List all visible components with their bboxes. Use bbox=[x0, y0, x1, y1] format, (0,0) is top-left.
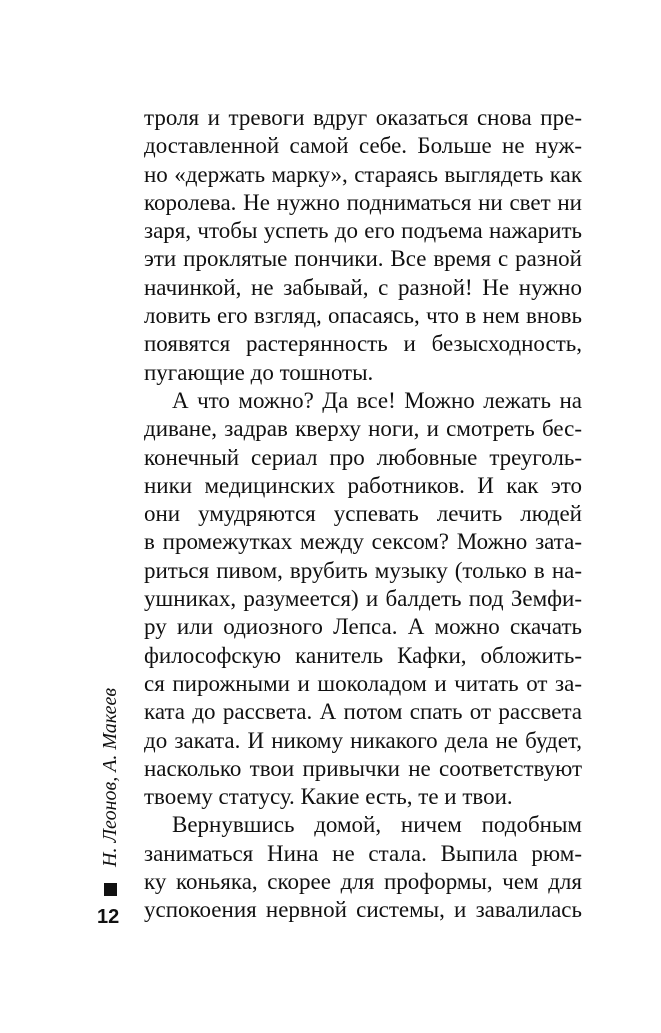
text-line: в промежутках между сексом? Можно зата- bbox=[144, 529, 582, 555]
text-line: они умудряются успевать лечить людей bbox=[144, 501, 582, 527]
text-line: королева. Не нужно подниматься ни свет ни bbox=[144, 189, 582, 215]
text-line: доставленной самой себе. Больше не нуж- bbox=[144, 133, 582, 159]
running-header-authors: Н. Леонов, А. Макеев bbox=[98, 687, 121, 867]
text-line: насколько твои привычки не соответствуют bbox=[144, 755, 582, 781]
page-number: 12 bbox=[97, 906, 120, 928]
text-line: появятся растерянность и безысходность, bbox=[144, 331, 582, 357]
text-line: ку коньяка, скорее для проформы, чем для bbox=[144, 869, 582, 895]
text-line: заря, чтобы успеть до его подъема нажарить bbox=[144, 218, 582, 244]
text-line: ката до рассвета. А потом спать от рассвета bbox=[144, 699, 582, 725]
body-text bbox=[144, 104, 582, 925]
paragraph bbox=[144, 811, 582, 924]
text-line: диване, задрав кверху ноги, и смотреть бес- bbox=[144, 416, 582, 442]
square-bullet-icon bbox=[104, 883, 117, 896]
text-line: твоему статусу. Какие есть, те и твои. bbox=[144, 784, 513, 810]
text-line: ся пирожными и шоколадом и читать от за- bbox=[144, 670, 582, 696]
running-header bbox=[98, 688, 122, 896]
text-line: но «держать марку», стараясь выглядеть как bbox=[144, 161, 582, 187]
paragraph bbox=[144, 387, 582, 811]
text-line: А что можно? Да все! Можно лежать на bbox=[172, 387, 582, 413]
text-line: конечный сериал про любовные треуголь- bbox=[144, 444, 582, 470]
text-line: философскую канитель Кафки, обложить- bbox=[144, 642, 582, 668]
text-line: успокоения нервной системы, и завалилась bbox=[144, 897, 582, 923]
text-line: заниматься Нина не стала. Выпила рюм- bbox=[144, 840, 582, 866]
text-line: ники медицинских работников. И как это bbox=[144, 472, 582, 498]
text-line: ру или одиозного Лепса. А можно скачать bbox=[144, 614, 582, 640]
text-line: Вернувшись домой, ничем подобным bbox=[172, 812, 582, 838]
text-line: троля и тревоги вдруг оказаться снова пре- bbox=[144, 105, 582, 130]
paragraph bbox=[144, 104, 582, 387]
text-line: пугающие до тошноты. bbox=[144, 359, 374, 385]
text-line: риться пивом, врубить музыку (только в на- bbox=[144, 557, 582, 583]
text-line: до заката. И никому никакого дела не будет, bbox=[144, 727, 582, 753]
text-line: начинкой, не забывай, с разной! Не нужно bbox=[144, 274, 582, 300]
text-line: эти проклятые пончики. Все время с разной bbox=[144, 246, 582, 272]
text-line: ловить его взгляд, опасаясь, что в нем вновь bbox=[144, 303, 582, 329]
text-line: ушниках, разумеется) и балдеть под Земфи- bbox=[144, 586, 582, 612]
